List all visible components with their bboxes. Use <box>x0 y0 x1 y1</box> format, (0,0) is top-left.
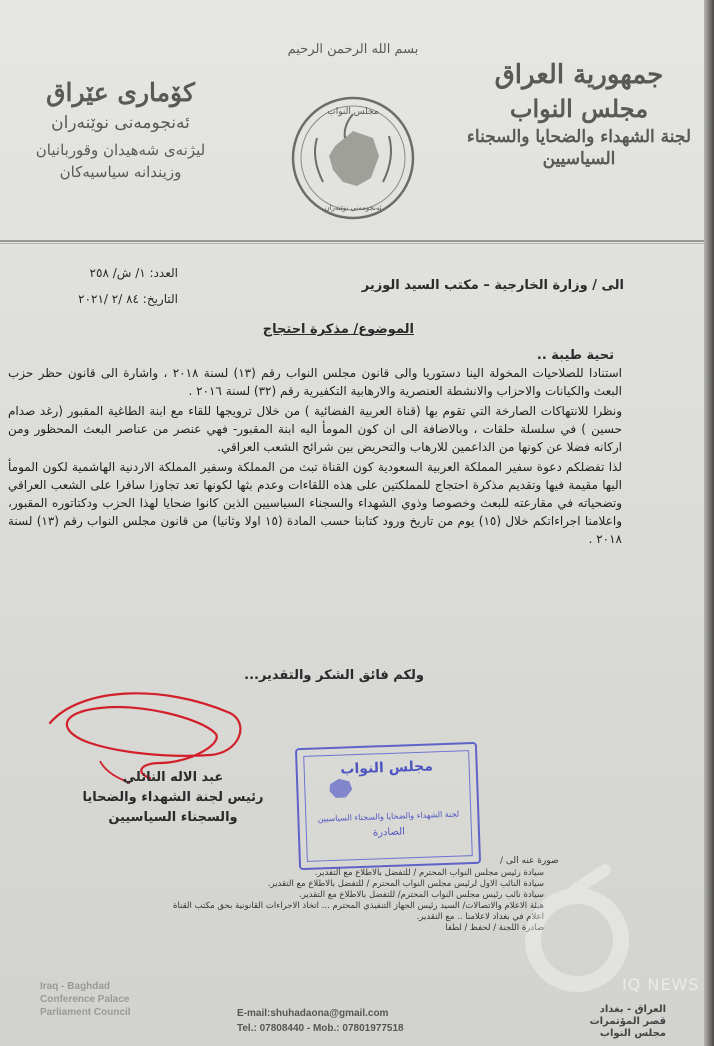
stamp-title: مجلس النواب <box>340 758 434 778</box>
footer-phones: Tel.: 07808440 - Mob.: 07801977518 <box>237 1023 404 1034</box>
body-paragraph: لذا تفضلكم دعوة سفير المملكة العربية السعودية كون القناة تبث من المملكة وسفير المملكة الاردنية الهاشمية لكون المومأ اليها مقيمة فيها وتقديم مذكرة احتجاج للمملكتين على هذه اللقاءات وعدم بثها لكونها تعد تجاوزا سافرا على الشعب العراقي وتضحياته في مقارعته للبعث وخصوصا وذوي الشهداء والسجناء السياسيين الذين كانوا ضحايا لهذا الحزب ودكتاتوره المقبور، واعلامنا اجراءاتكم خلال (١٥) يوم من تاريخ ورود كتابنا حسب المادة (١٥ اولا وثانيا) من قانون مجلس النواب رقم (١٣) لسنة ٢٠١٨ . <box>8 460 622 546</box>
footer-city: Iraq - Baghdad <box>40 981 111 992</box>
page-edge-shadow <box>704 0 714 1046</box>
letterhead-kurdish <box>8 78 233 181</box>
stamp-label: الصادرة <box>372 826 406 839</box>
body-paragraph: استنادا للصلاحيات المخولة الينا دستوريا والى قانون مجلس النواب رقم (١٣) لسنة ٢٠١٨ ، واشارة الى قانون حظر حزب البعث والكيانات والاحزاب والانشطة العنصرية والارهابية التكفيرية رقم (٣٢) لسنة ٢٠١٦ . <box>8 366 622 398</box>
signatory-title-cont: والسجناء السياسيين <box>108 810 238 825</box>
reference-block <box>18 260 178 312</box>
cc-item: صادرة اللجنة / لحفظ / لطفا <box>445 923 544 933</box>
footer-building-ar: قصر المؤتمرات <box>589 1016 666 1027</box>
emblem-subtitle: ئەنجومەنی نوێنەران <box>324 204 382 212</box>
footer-email[interactable]: E-mail:shuhadaona@gmail.com <box>237 1008 389 1019</box>
letterhead-country: جمهورية العراق <box>494 60 664 90</box>
watermark-text: IQ NEWS <box>622 975 700 994</box>
letterhead-council: مجلس النواب <box>509 94 649 123</box>
footer-institution-ar: مجلس النواب <box>599 1028 666 1039</box>
letterhead-kurdish-country: كۆماری عێراق <box>46 78 195 107</box>
header-divider <box>0 240 714 242</box>
subject-line: الموضوع/ مذكرة احتجاج <box>262 322 414 337</box>
footer-arabic-address <box>590 1004 666 1040</box>
letter-body <box>8 364 622 550</box>
stamp-frame <box>303 750 473 862</box>
closing-line: ولكم فائق الشكر والتقدير... <box>244 668 424 683</box>
parliament-emblem-icon <box>283 86 423 236</box>
signatory-title: رئيس لجنة الشهداء والضحايا <box>82 790 264 805</box>
cc-item: هيئة الاعلام والاتصالات/ السيد رئيس الجهاز التنفيذي المحترم ... اتخاذ الاجراءات القانونية بحق مكتب القناة <box>173 901 544 911</box>
emblem-title: مجلس النواب <box>327 107 379 117</box>
signatory-name: عبد الاله النائلي <box>122 770 224 785</box>
footer-english-address <box>40 980 131 1019</box>
header-divider-thin <box>0 243 714 244</box>
official-stamp <box>295 742 481 870</box>
body-paragraph: ونظرا للانتهاكات الصارخة التي تقوم بها (قناة العربية الفضائية ) من خلال ترويجها للقاء مع ابنة الطاغية المقبور (رغد صدام حسين ) في سلسلة حلقات ، وبالاضافة الى ان كون المومأ اليه ابنة المقبور- فهي عنصر من عناصر البعث المحظور ومن اركانه فضلا عن كونها من الداعمين للارهاب والتحريض بين شرائح الشعب العراقي. <box>8 404 622 454</box>
footer-institution: Parliament Council <box>40 1007 131 1018</box>
stamp-subtitle: لجنة الشهداء والضحايا والسجناء السياسيين <box>317 809 460 824</box>
letterhead-arabic <box>464 60 694 169</box>
reference-date: التاريخ: ٨٤ /٢ /٢٠٢١ <box>78 292 178 306</box>
letterhead-committee: لجنة الشهداء والضحايا والسجناء <box>466 127 692 147</box>
basmala: بسم الله الرحمن الرحيم <box>287 42 419 57</box>
letterhead-kurdish-committee-cont: وزیندانە سیاسیەکان <box>59 163 182 181</box>
footer-contact <box>237 1006 404 1036</box>
letterhead-committee-cont: السياسيين <box>542 149 616 169</box>
cc-label: صورة عنه الى / <box>500 856 559 866</box>
addressee: الى / وزارة الخارجية – مكتب السيد الوزير <box>361 278 624 293</box>
letterhead-kurdish-council: ئەنجومەنی نوێنەران <box>51 113 190 133</box>
stamp-map-icon <box>325 775 356 802</box>
cc-item: سيادة النائب الاول لرئيس مجلس النواب المحترم / للتفضل بالاطلاع مع التقدير. <box>267 879 544 889</box>
reference-number: العدد: ١/ ش/ ٢٥٨ <box>89 266 178 280</box>
footer-city-ar: العراق - بغداد <box>599 1004 666 1015</box>
signatory-block <box>68 768 278 828</box>
cc-item: اعلام في بغداد لاعلامنا .. مع التقدير. <box>416 912 544 922</box>
letterhead-kurdish-committee: لیژنەی شەهیدان وقوربانیان <box>35 141 206 159</box>
cc-item: سيادة نائب رئيس مجلس النواب المحترم/ للتفضل بالاطلاع مع التقدير. <box>299 890 544 900</box>
cc-item: سيادة رئيس مجلس النواب المحترم / للتفضل بالاطلاع مع التقدير. <box>314 868 544 878</box>
footer-building: Conference Palace <box>40 994 130 1005</box>
greeting: تحية طيبة .. <box>536 348 614 363</box>
cc-list <box>0 868 544 934</box>
